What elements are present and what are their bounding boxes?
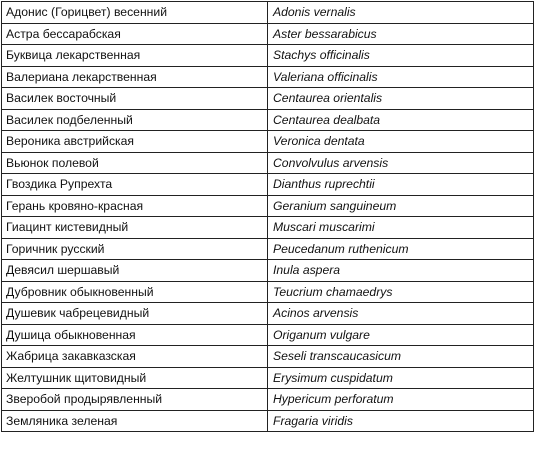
latin-name-cell: Convolvulus arvensis [268, 152, 534, 174]
table-row [2, 2, 534, 24]
russian-name-cell: Гвоздика Рупрехта [2, 174, 268, 196]
table-row [2, 303, 534, 325]
russian-name-cell: Астра бессарабская [2, 23, 268, 45]
russian-name-cell: Душевик чабрецевидный [2, 303, 268, 325]
table-row [2, 152, 534, 174]
table-row [2, 324, 534, 346]
latin-name-cell: Valeriana officinalis [268, 66, 534, 88]
table-row [2, 281, 534, 303]
russian-name-cell: Валериана лекарственная [2, 66, 268, 88]
table-row [2, 88, 534, 110]
table-row [2, 131, 534, 153]
russian-name-cell: Адонис (Горицвет) весенний [2, 2, 268, 24]
russian-name-cell: Дубровник обыкновенный [2, 281, 268, 303]
russian-name-cell: Гиацинт кистевидный [2, 217, 268, 239]
species-table [1, 1, 534, 432]
latin-name-cell: Teucrium chamaedrys [268, 281, 534, 303]
latin-name-cell: Origanum vulgare [268, 324, 534, 346]
table-row [2, 238, 534, 260]
russian-name-cell: Буквица лекарственная [2, 45, 268, 67]
table-row [2, 260, 534, 282]
russian-name-cell: Горичник русский [2, 238, 268, 260]
russian-name-cell: Вероника австрийская [2, 131, 268, 153]
russian-name-cell: Василек восточный [2, 88, 268, 110]
table-row [2, 367, 534, 389]
latin-name-cell: Adonis vernalis [268, 2, 534, 24]
latin-name-cell: Veronica dentata [268, 131, 534, 153]
latin-name-cell: Stachys officinalis [268, 45, 534, 67]
latin-name-cell: Geranium sanguineum [268, 195, 534, 217]
latin-name-cell: Aster bessarabicus [268, 23, 534, 45]
russian-name-cell: Девясил шершавый [2, 260, 268, 282]
latin-name-cell: Fragaria viridis [268, 410, 534, 432]
latin-name-cell: Peucedanum ruthenicum [268, 238, 534, 260]
russian-name-cell: Душица обыкновенная [2, 324, 268, 346]
russian-name-cell: Желтушник щитовидный [2, 367, 268, 389]
latin-name-cell: Muscari muscarimi [268, 217, 534, 239]
latin-name-cell: Inula aspera [268, 260, 534, 282]
russian-name-cell: Жабрица закавказская [2, 346, 268, 368]
table-row [2, 45, 534, 67]
table-row [2, 410, 534, 432]
table-row [2, 23, 534, 45]
table-row [2, 174, 534, 196]
russian-name-cell: Зверобой продырявленный [2, 389, 268, 411]
latin-name-cell: Erysimum cuspidatum [268, 367, 534, 389]
latin-name-cell: Seseli transcaucasicum [268, 346, 534, 368]
latin-name-cell: Dianthus ruprechtii [268, 174, 534, 196]
russian-name-cell: Герань кровяно-красная [2, 195, 268, 217]
latin-name-cell: Centaurea orientalis [268, 88, 534, 110]
russian-name-cell: Земляника зеленая [2, 410, 268, 432]
russian-name-cell: Василек подбеленный [2, 109, 268, 131]
species-table-body [2, 2, 534, 432]
table-row [2, 66, 534, 88]
table-row [2, 109, 534, 131]
table-row [2, 195, 534, 217]
table-row [2, 346, 534, 368]
latin-name-cell: Centaurea dealbata [268, 109, 534, 131]
latin-name-cell: Hypericum perforatum [268, 389, 534, 411]
table-row [2, 217, 534, 239]
russian-name-cell: Вьюнок полевой [2, 152, 268, 174]
table-row [2, 389, 534, 411]
latin-name-cell: Acinos arvensis [268, 303, 534, 325]
